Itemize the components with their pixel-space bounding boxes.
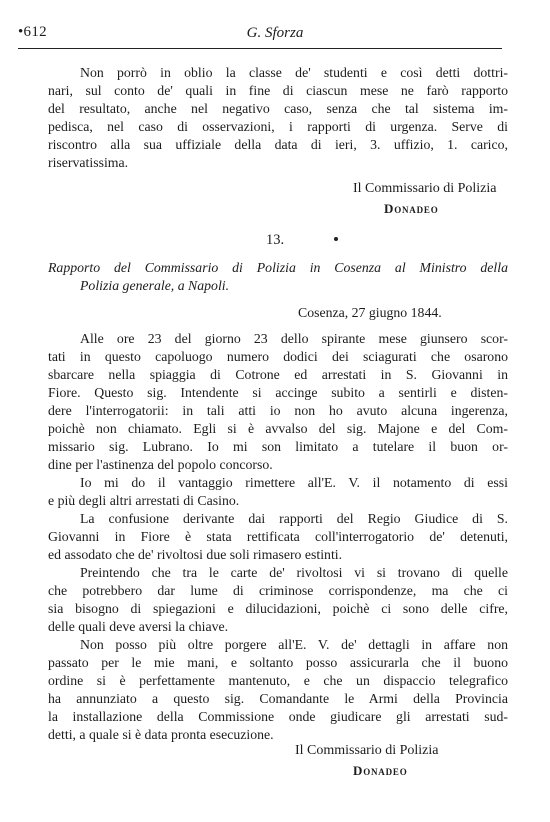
body-line: e più degli altri arrestati di Casino. (48, 493, 240, 508)
ink-dot (334, 237, 338, 241)
letter1-line: pedisca, nel caso di osservazioni, i rapporti di urgenza. Serve di (48, 119, 508, 134)
body-line: Io mi do il vantaggio rimettere all'E. V. il notamento di essi (80, 475, 508, 490)
letter1-line: riscontro alla sua uffiziale della data di ieri, 3. uffizio, 1. carico, (48, 137, 508, 152)
running-title: G. Sforza (246, 25, 304, 41)
signature-title: Il Commissario di Polizia (353, 181, 497, 196)
signature-name: Donadeo (353, 763, 408, 778)
body-line: ordine si è perfettamente mantenuto, e che un dispaccio telegrafico (48, 673, 508, 688)
body-line: detti, a quale si è data pronta esecuzione. (48, 727, 274, 742)
body-line: sbarcare nella spiaggia di Cotrone ed arrestati in S. Giovanni in (48, 367, 508, 382)
document-heading-line: Rapporto del Commissario di Polizia in Cosenza al Ministro della (48, 260, 508, 275)
letter1-line: del resultato, anche nel negativo caso, senza che tal sistema im- (48, 101, 508, 116)
body-line: dine per l'astinenza del popolo concorso. (48, 457, 273, 472)
body-line: tati in questo capoluogo numero dodici dei sciagurati che osarono (48, 349, 508, 364)
body-line: passato per le mie mani, e soltanto posso assicurarla che il buono (48, 655, 508, 670)
body-line: Alle ore 23 del giorno 23 dello spirante mese giunsero scor- (80, 331, 508, 346)
body-line: La confusione derivante dai rapporti del Regio Giudice di S. (80, 511, 508, 526)
body-line: dere l'interrogatorii: in tali atti io non ho avuto alcuna ingerenza, (48, 403, 508, 418)
body-line: delle quali deve aversi la chiave. (48, 619, 229, 634)
letter1-line: nari, sul conto de' quali in fine di ciascun mese ne farò rapporto (48, 83, 508, 98)
letter1-line: riservatissima. (48, 155, 129, 170)
document-number: 13. (265, 232, 285, 248)
body-line: sia bisogno di spiegazioni e dilucidazioni, poichè ci sono delle cifre, (48, 601, 508, 616)
body-line: Giovanni in Fiore è stata rettificata coll'interrogatorio de' detenuti, (48, 529, 508, 544)
place-date: Cosenza, 27 giugno 1844. (298, 305, 442, 320)
body-line: la installazione della Commissione onde giudicare gli arrestati sud- (48, 709, 508, 724)
document-heading-line: Polizia generale, a Napoli. (80, 278, 230, 293)
body-line: poichè non chiamato. Egli si è avvalso del sig. Majone e del Com- (48, 421, 508, 436)
body-line: Non posso più oltre porgere all'E. V. de' dettagli in affare non (80, 637, 508, 652)
signature-name: Donadeo (384, 201, 439, 216)
body-line: ha annunziato a questo sig. Comandante le Armi della Provincia (48, 691, 508, 706)
body-line: missario sig. Lubrano. Io mi son limitato a tutelare il buon or- (48, 439, 508, 454)
letter1-line: Non porrò in oblio la classe de' studenti e così detti dottri- (80, 65, 508, 80)
body-line: che potrebbero dar lume di criminose corrispondenze, ma che ci (48, 583, 508, 598)
body-line: ed assodato che de' rivoltosi due soli rimasero estinti. (48, 547, 343, 562)
signature-title: Il Commissario di Polizia (295, 743, 439, 758)
body-line: Fiore. Questo sig. Intendente si accinge subito a sentirli e disten- (48, 385, 508, 400)
body-line: Preintendo che tra le carte de' rivoltosi vi si trovano di quelle (80, 565, 508, 580)
page-number: •612 (18, 24, 47, 40)
header-rule (18, 48, 502, 49)
